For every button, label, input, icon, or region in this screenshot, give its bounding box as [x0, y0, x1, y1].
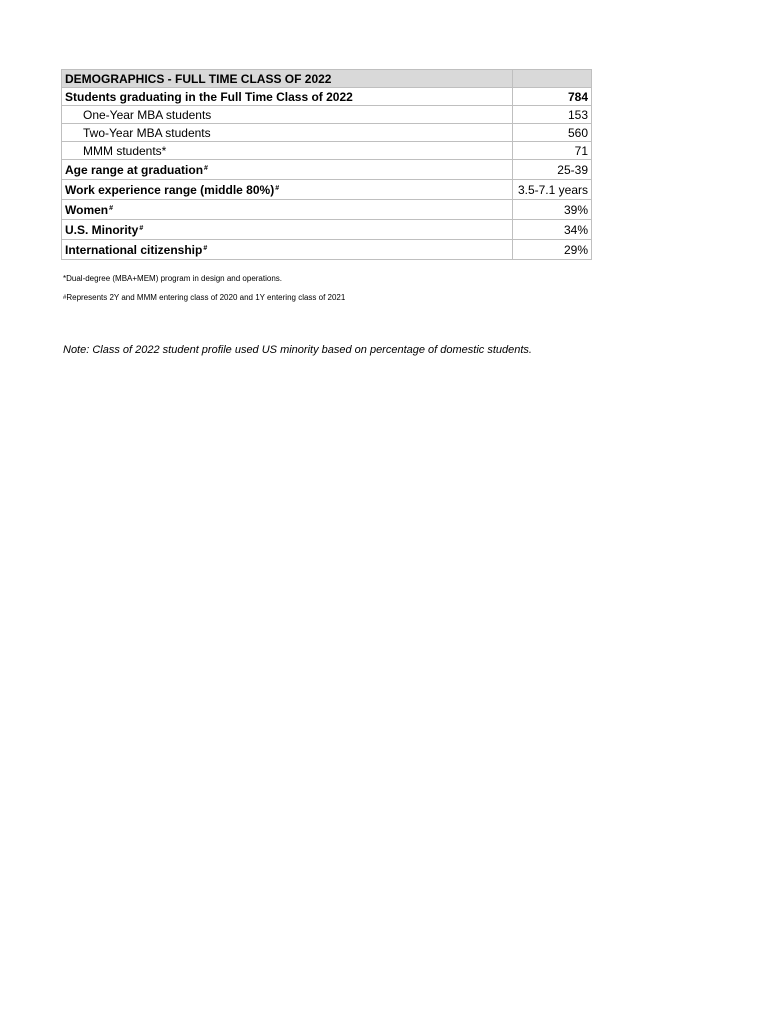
table-row	[62, 200, 592, 220]
work-experience-label-text: Work experience range (middle 80%)	[65, 182, 275, 197]
table-row	[62, 160, 592, 180]
footnote-dual-degree: *Dual-degree (MBA+MEM) program in design and operations.	[63, 274, 282, 283]
row-value-one-year-mba: 153	[513, 106, 592, 124]
table-title: DEMOGRAPHICS - FULL TIME CLASS OF 2022	[62, 70, 513, 88]
age-range-label-text: Age range at graduation	[65, 162, 204, 177]
row-label-total-students: Students graduating in the Full Time Class of 2022	[62, 88, 513, 106]
row-value-two-year-mba: 560	[513, 124, 592, 142]
footnote-lead-mark: #	[63, 295, 67, 301]
row-value-international: 29%	[513, 240, 592, 260]
footnote-represents-text: Represents 2Y and MMM entering class of 2020 and 1Y entering class of 2021	[66, 293, 346, 302]
row-label-mmm-students: MMM students*	[62, 142, 513, 160]
footnote-mark: #	[203, 244, 208, 252]
row-value-mmm-students: 71	[513, 142, 592, 160]
row-value-age-range: 25-39	[513, 160, 592, 180]
row-value-work-experience: 3.5-7.1 years	[513, 180, 592, 200]
women-label-text: Women	[65, 202, 109, 217]
table-header-row	[62, 70, 592, 88]
row-label-one-year-mba: One-Year MBA students	[62, 106, 513, 124]
table-row	[62, 180, 592, 200]
table-row	[62, 220, 592, 240]
footnote-represents	[63, 293, 345, 303]
row-label-us-minority	[62, 220, 513, 240]
row-label-two-year-mba: Two-Year MBA students	[62, 124, 513, 142]
row-label-work-experience	[62, 180, 513, 200]
international-label-text: International citizenship	[65, 242, 203, 257]
footnote-mark: #	[139, 224, 144, 232]
footnote-mark: #	[109, 204, 114, 212]
table-header-value	[513, 70, 592, 88]
footnote-mark: #	[204, 164, 208, 172]
note-text: Note: Class of 2022 student profile used US minority based on percentage of domestic students.	[63, 344, 532, 356]
row-label-women	[62, 200, 513, 220]
table-row	[62, 240, 592, 260]
row-value-women: 39%	[513, 200, 592, 220]
row-label-age-range	[62, 160, 513, 180]
table-row	[62, 124, 592, 142]
demographics-table	[61, 69, 592, 260]
footnote-mark: #	[275, 184, 280, 192]
row-value-total-students: 784	[513, 88, 592, 106]
row-value-us-minority: 34%	[513, 220, 592, 240]
us-minority-label-text: U.S. Minority	[65, 222, 139, 237]
row-label-international	[62, 240, 513, 260]
table-row	[62, 142, 592, 160]
table-row	[62, 88, 592, 106]
table-row	[62, 106, 592, 124]
